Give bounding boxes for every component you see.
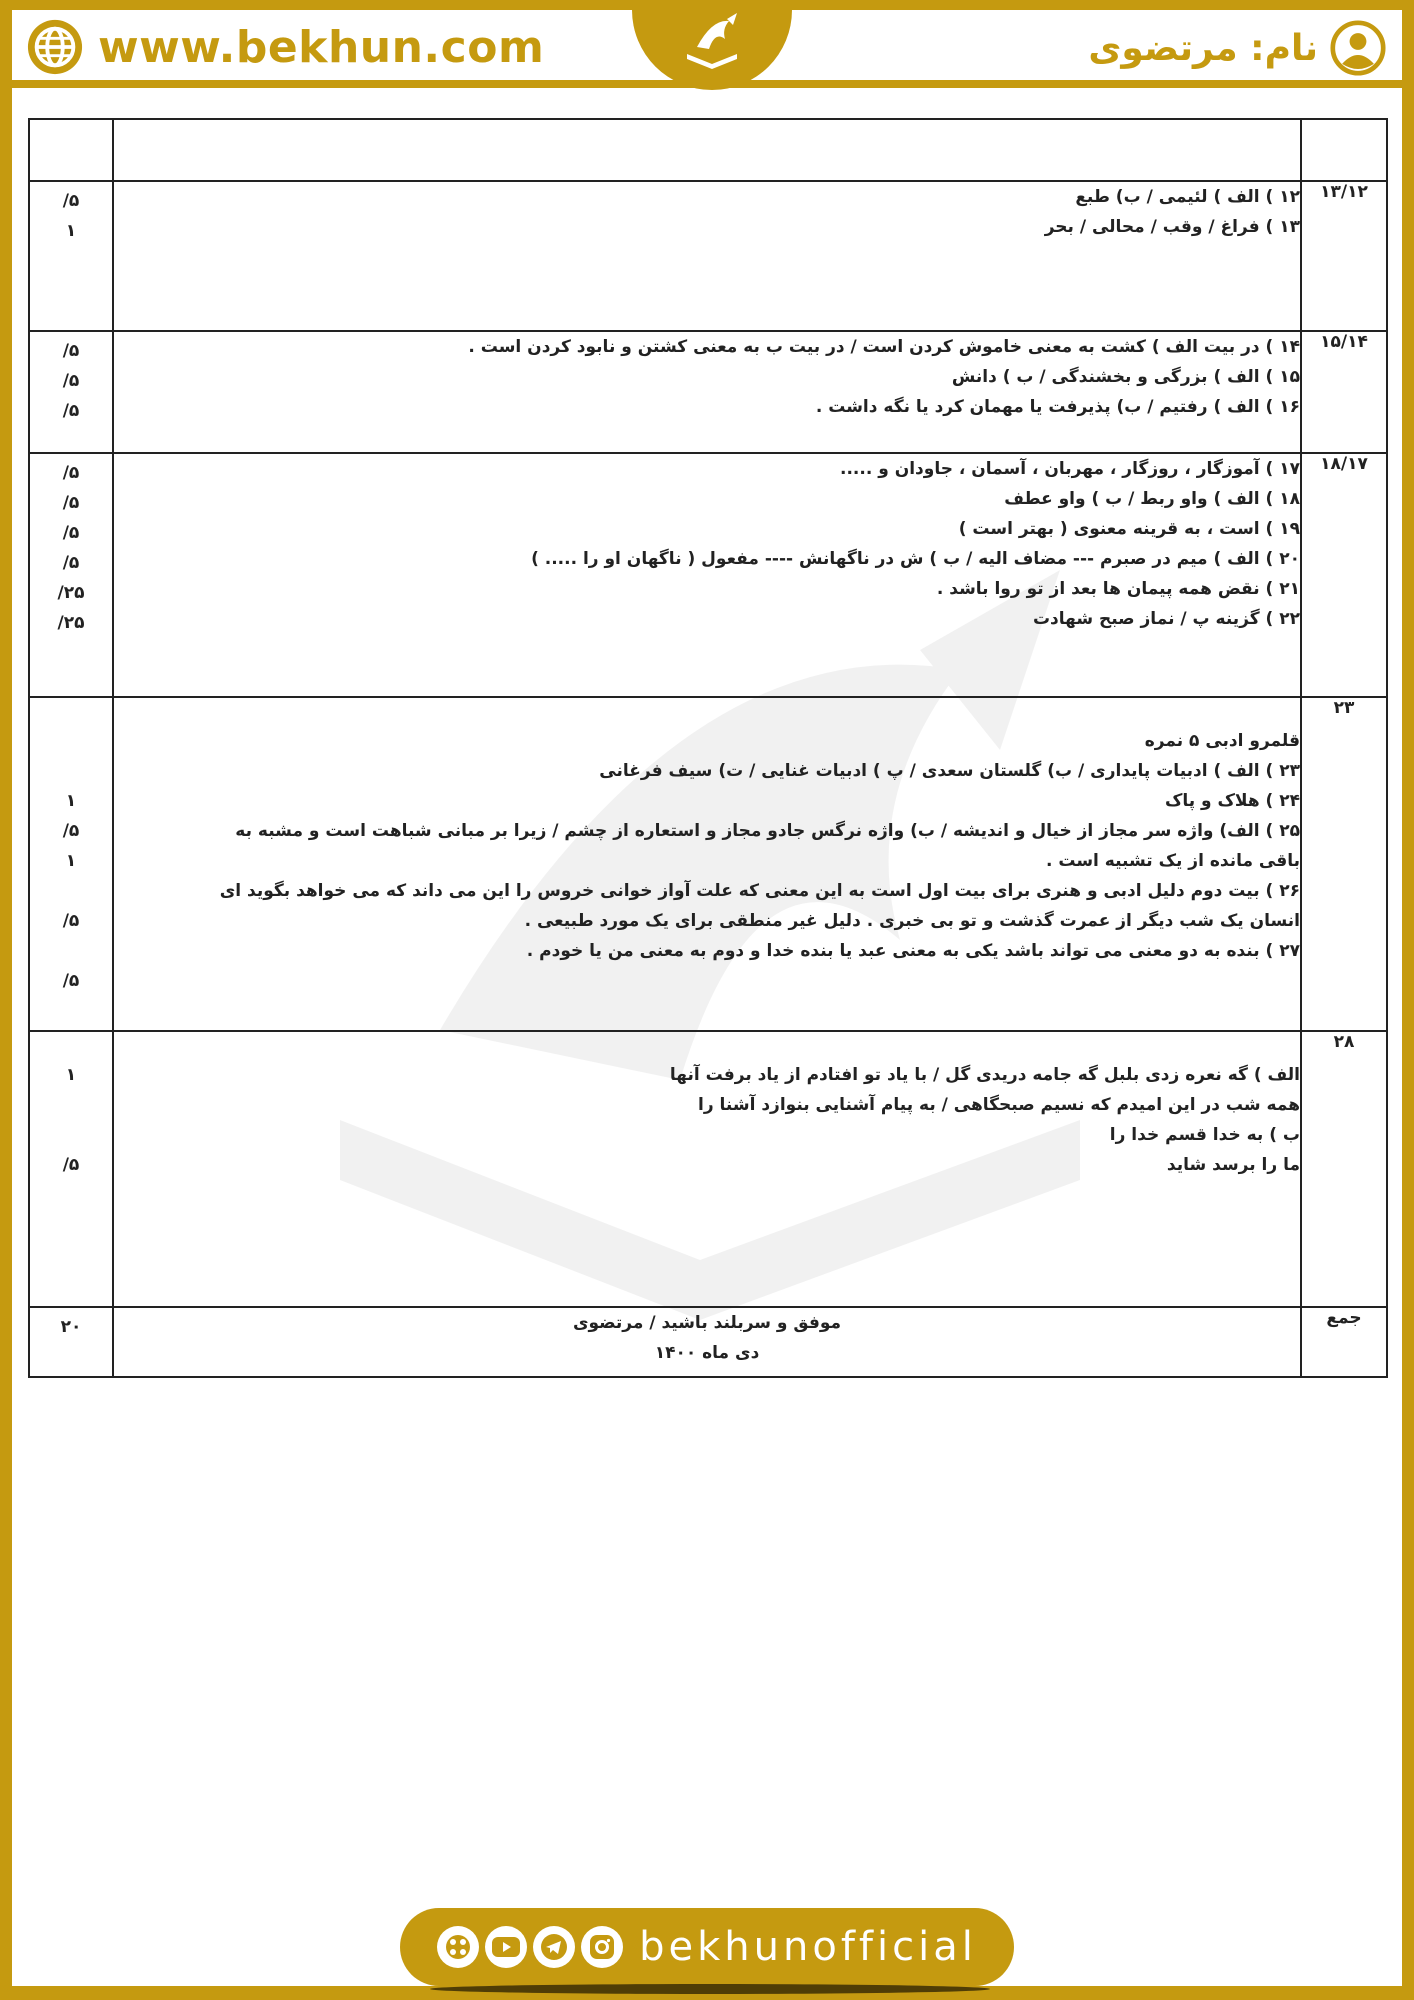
answer-line: ۱۹ ) است ، به قرینه معنوی ( بهتر است ) <box>958 519 1300 539</box>
score-cell <box>29 1031 113 1307</box>
answer-line: ۱۲ ) الف ) لئیمی / ب) طبع <box>1075 187 1300 207</box>
social-handle[interactable]: bekhunofficial <box>639 1924 977 1970</box>
answer-text <box>113 1307 1301 1377</box>
pill-shadow <box>430 1984 990 1994</box>
answer-line: دی ماه ۱۴۰۰ <box>654 1343 760 1363</box>
question-number: جمع <box>1301 1307 1387 1377</box>
score-cell <box>29 1307 113 1377</box>
score-value: ۵/ <box>62 911 80 931</box>
answer-text <box>113 1031 1301 1307</box>
answer-line: الف ) گه نعره زدی بلبل گه جامه دریدی گل / با یاد تو افتادم از یاد برفت آنها <box>669 1065 1300 1085</box>
student-name <box>1088 20 1386 76</box>
score-value: ۵/ <box>62 401 80 421</box>
answer-text <box>113 331 1301 453</box>
answer-line: موفق و سربلند باشید / مرتضوی <box>572 1313 842 1333</box>
score-value: ۱ <box>65 1065 77 1085</box>
answer-line: باقی مانده از یک تشبیه است . <box>1045 851 1300 871</box>
answer-line: ۱۶ ) الف ) رفتیم / ب) پذیرفت یا مهمان کرد یا نگه داشت . <box>815 397 1300 417</box>
site-link[interactable] <box>26 18 544 76</box>
score-value: ۱ <box>65 221 77 241</box>
answer-line: ۲۱ ) نقض همه پیمان ها بعد از تو روا باشد . <box>936 579 1300 599</box>
answer-line: ۲۵ ) الف) واژه سر مجاز از خیال و اندیشه / ب) واژه نرگس جادو مجاز و استعاره از چشم / زیرا بر مبانی شباهت است و مشبه به <box>235 821 1300 841</box>
question-number: ۱۳/۱۲ <box>1301 181 1387 331</box>
site-url: www.bekhun.com <box>98 21 545 73</box>
youtube-icon[interactable] <box>485 1926 527 1968</box>
answer-line: ۲۷ ) بنده به دو معنی می تواند باشد یکی به معنی عبد یا بنده خدا و دوم به معنی من یا خودم . <box>526 941 1300 961</box>
answer-line: ب ) به خدا قسم خدا را <box>1109 1125 1300 1145</box>
answer-line: قلمرو ادبی ۵ نمره <box>1144 731 1300 751</box>
name-label: نام: مرتضوی <box>1088 27 1318 69</box>
score-value: ۲۵/ <box>57 613 85 633</box>
question-number <box>1301 119 1387 181</box>
score-value: ۵/ <box>62 821 80 841</box>
answer-line: ۲۲ ) گزینه پ / نماز صبح شهادت <box>1032 609 1300 629</box>
answer-row <box>29 181 1387 331</box>
score-value: ۵/ <box>62 191 80 211</box>
social-footer <box>400 1908 1014 1986</box>
question-number: ۲۸ <box>1301 1031 1387 1307</box>
score-value: ۵/ <box>62 371 80 391</box>
answer-line: همه شب در این امیدم که نسیم صبحگاهی / به پیام آشنایی بنوازد آشنا را <box>698 1095 1300 1115</box>
answer-line: ۲۴ ) هلاک و پاک <box>1164 791 1300 811</box>
bekhun-logo-icon <box>632 0 792 90</box>
globe-icon <box>26 18 84 76</box>
score-value <box>30 936 112 966</box>
score-value: ۵/ <box>62 341 80 361</box>
score-value <box>30 756 112 786</box>
answer-line: ۲۶ ) بیت دوم دلیل ادبی و هنری برای بیت اول است به این معنی که علت آواز خوانی خروس را این می داند که می خواهد بگوید ای <box>219 881 1300 901</box>
score-value: ۲۰ <box>60 1317 82 1337</box>
social-icons <box>437 1926 623 1968</box>
answer-row <box>29 119 1387 181</box>
answer-line: ۱۳ ) فراغ / وقب / محالی / بحر <box>1044 217 1300 237</box>
answer-row <box>29 697 1387 1031</box>
answer-row <box>29 1031 1387 1307</box>
score-cell <box>29 181 113 331</box>
score-value: ۵/ <box>62 523 80 543</box>
question-number: ۱۵/۱۴ <box>1301 331 1387 453</box>
score-cell <box>29 697 113 1031</box>
score-value: ۱ <box>65 851 77 871</box>
score-cell <box>29 331 113 453</box>
answer-line: ۲۳ ) الف ) ادبیات پایداری / ب) گلستان سعدی / پ ) ادبیات غنایی / ت) سیف فرغانی <box>599 761 1300 781</box>
score-cell <box>29 119 113 181</box>
score-value: ۲۵/ <box>57 583 85 603</box>
user-icon <box>1330 20 1386 76</box>
score-value: ۵/ <box>62 463 80 483</box>
aparat-icon[interactable] <box>437 1926 479 1968</box>
telegram-icon[interactable] <box>533 1926 575 1968</box>
answer-row <box>29 331 1387 453</box>
question-number: ۲۳ <box>1301 697 1387 1031</box>
instagram-icon[interactable] <box>581 1926 623 1968</box>
answer-text <box>113 697 1301 1031</box>
score-value <box>30 876 112 906</box>
question-number: ۱۸/۱۷ <box>1301 453 1387 697</box>
answer-row <box>29 453 1387 697</box>
answer-line: ۱۸ ) الف ) واو ربط / ب ) واو عطف <box>1004 489 1300 509</box>
score-value: ۱ <box>65 791 77 811</box>
score-cell <box>29 453 113 697</box>
answer-text <box>113 453 1301 697</box>
score-value: ۵/ <box>62 493 80 513</box>
answer-text <box>113 119 1301 181</box>
answer-text <box>113 181 1301 331</box>
answer-table <box>28 118 1388 1378</box>
answer-row <box>29 1307 1387 1377</box>
answer-line: ۲۰ ) الف ) میم در صبرم --- مضاف الیه / ب ) ش در ناگهانش ---- مفعول ( ناگهان او را ..... ) <box>531 549 1300 569</box>
answer-line: انسان یک شب دیگر از عمرت گذشت و تو بی خبری . دلیل غیر منطقی برای یک مورد طبیعی . <box>524 911 1300 931</box>
score-value: ۵/ <box>62 553 80 573</box>
answer-line: ما را برسد شاید <box>1166 1155 1300 1175</box>
score-value: ۵/ <box>62 1155 80 1175</box>
header-bar <box>12 10 1402 88</box>
answer-line: ۱۵ ) الف ) بزرگی و بخشندگی / ب ) دانش <box>951 367 1300 387</box>
score-value: ۵/ <box>62 971 80 991</box>
answer-line: ۱۷ ) آموزگار ، روزگار ، مهربان ، آسمان ، جاودان و ..... <box>840 459 1300 479</box>
answer-line: ۱۴ ) در بیت الف ) کشت به معنی خاموش کردن است / در بیت ب به معنی کشتن و نابود کردن است . <box>468 337 1300 357</box>
